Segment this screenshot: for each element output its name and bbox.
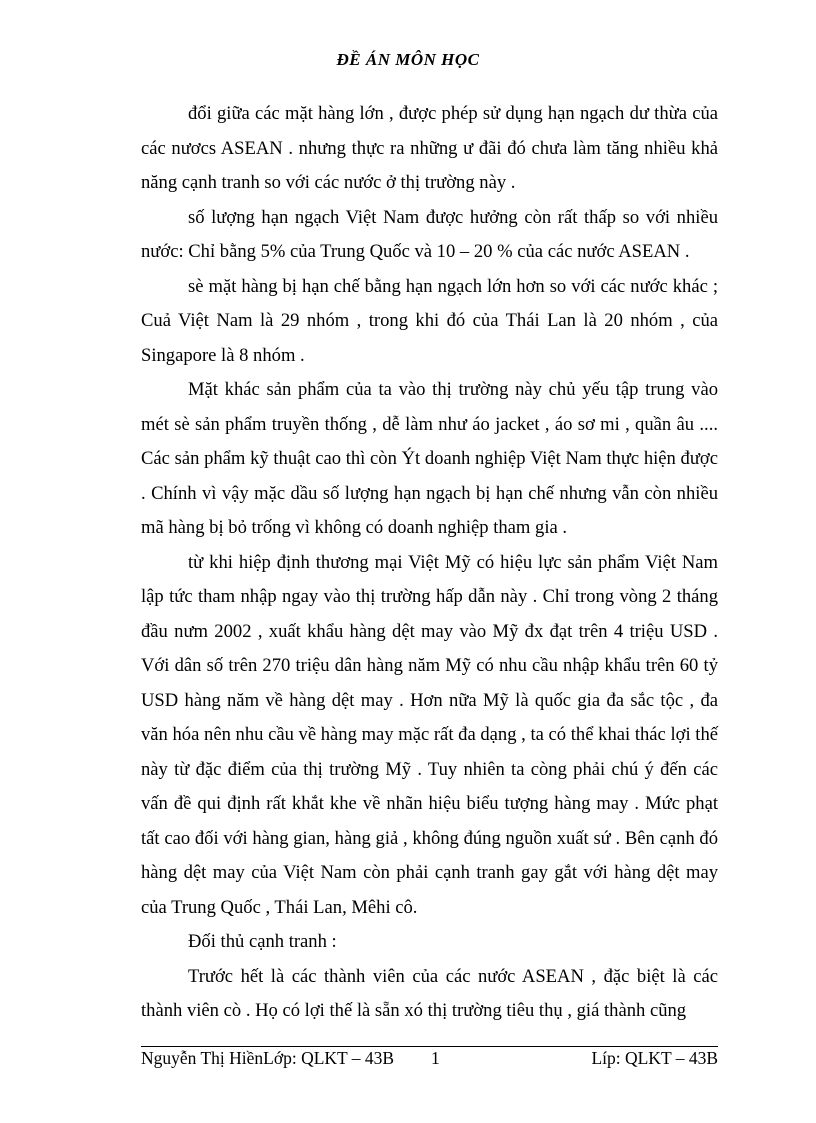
page-number: 1 bbox=[431, 1048, 440, 1068]
paragraph: Trước hết là các thành viên của các nước ASEAN , đặc biệt là các thành viên cò . Họ có lợi thế là sẵn xó thị trường tiêu thụ , giá thành cũng bbox=[141, 965, 718, 1021]
paragraph: sè mặt hàng bị hạn chế bằng hạn ngạch lớn hơn so với các nước khác ; Cuả Việt Nam là 29 nhóm , trong khi đó của Thái Lan là 20 nhóm , của Singapore là 8 nhóm . bbox=[141, 275, 718, 366]
footer-divider bbox=[141, 1046, 718, 1047]
page-footer bbox=[141, 1048, 718, 1072]
page-header: ĐỀ ÁN MÔN HỌC bbox=[336, 50, 480, 69]
footer-class: Líp: QLKT – 43B bbox=[591, 1048, 718, 1068]
paragraph: số lượng hạn ngạch Việt Nam được hưởng còn rất thấp so với nhiều nước: Chỉ bằng 5% của Trung Quốc và 10 – 20 % của các nước ASEAN . bbox=[141, 206, 718, 262]
paragraph: đổi giữa các mặt hàng lớn , được phép sử dụng hạn ngạch dư thừa của các nươcs ASEAN . nhưng thực ra những ư đãi đó chưa làm tăng nhiều khả năng cạnh tranh so với các nước ở thị trường này . bbox=[141, 103, 718, 193]
paragraph: Mặt khác sản phẩm của ta vào thị trường này chủ yếu tập trung vào mét sè sản phẩm truyền thống , dễ làm như áo jacket , áo sơ mi , quần âu .... Các sản phẩm kỹ thuật cao thì còn Ýt doanh nghiệp Việt Nam thực hiện được . Chính vì vậy mặc dầu số lượng hạn ngạch bị hạn chế nhưng vẫn còn nhiều mã hàng bị bỏ trống vì không có doanh nghiệp tham gia . bbox=[141, 379, 718, 538]
footer-author-class: Nguyễn Thị HiềnLớp: QLKT – 43B bbox=[141, 1048, 395, 1068]
document-body bbox=[141, 97, 718, 1029]
paragraph: Đối thủ cạnh tranh : bbox=[188, 931, 337, 952]
paragraph: từ khi hiệp định thương mại Việt Mỹ có hiệu lực sản phẩm Việt Nam lập tức tham nhập ngay vào thị trường hấp dẫn này . Chỉ trong vòng 2 tháng đầu nưm 2002 , xuất khẩu hàng dệt may vào Mỹ đx đạt trên 4 triệu USD . Với dân số trên 270 triệu dân hàng năm Mỹ có nhu cầu nhập khẩu trên 60 tỷ USD hàng năm về hàng dệt may . Hơn nữa Mỹ là quốc gia đa sắc tộc , đa văn hóa nên nhu cầu về hàng may mặc rất đa dạng , ta có thể khai thác lợi thế này từ đặc điểm của thị trường Mỹ . Tuy nhiên ta còng phải chú ý đến các vấn đề qui định rất khắt khe về nhãn hiệu biểu tượng hàng may . Mức phạt tất cao đối với hàng gian, hàng giả , không đúng nguồn xuất sứ . Bên cạnh đó hàng dệt may của Việt Nam còn phải cạnh tranh gay gắt với hàng dệt may của Trung Quốc , Thái Lan, Mêhi cô. bbox=[141, 551, 718, 918]
